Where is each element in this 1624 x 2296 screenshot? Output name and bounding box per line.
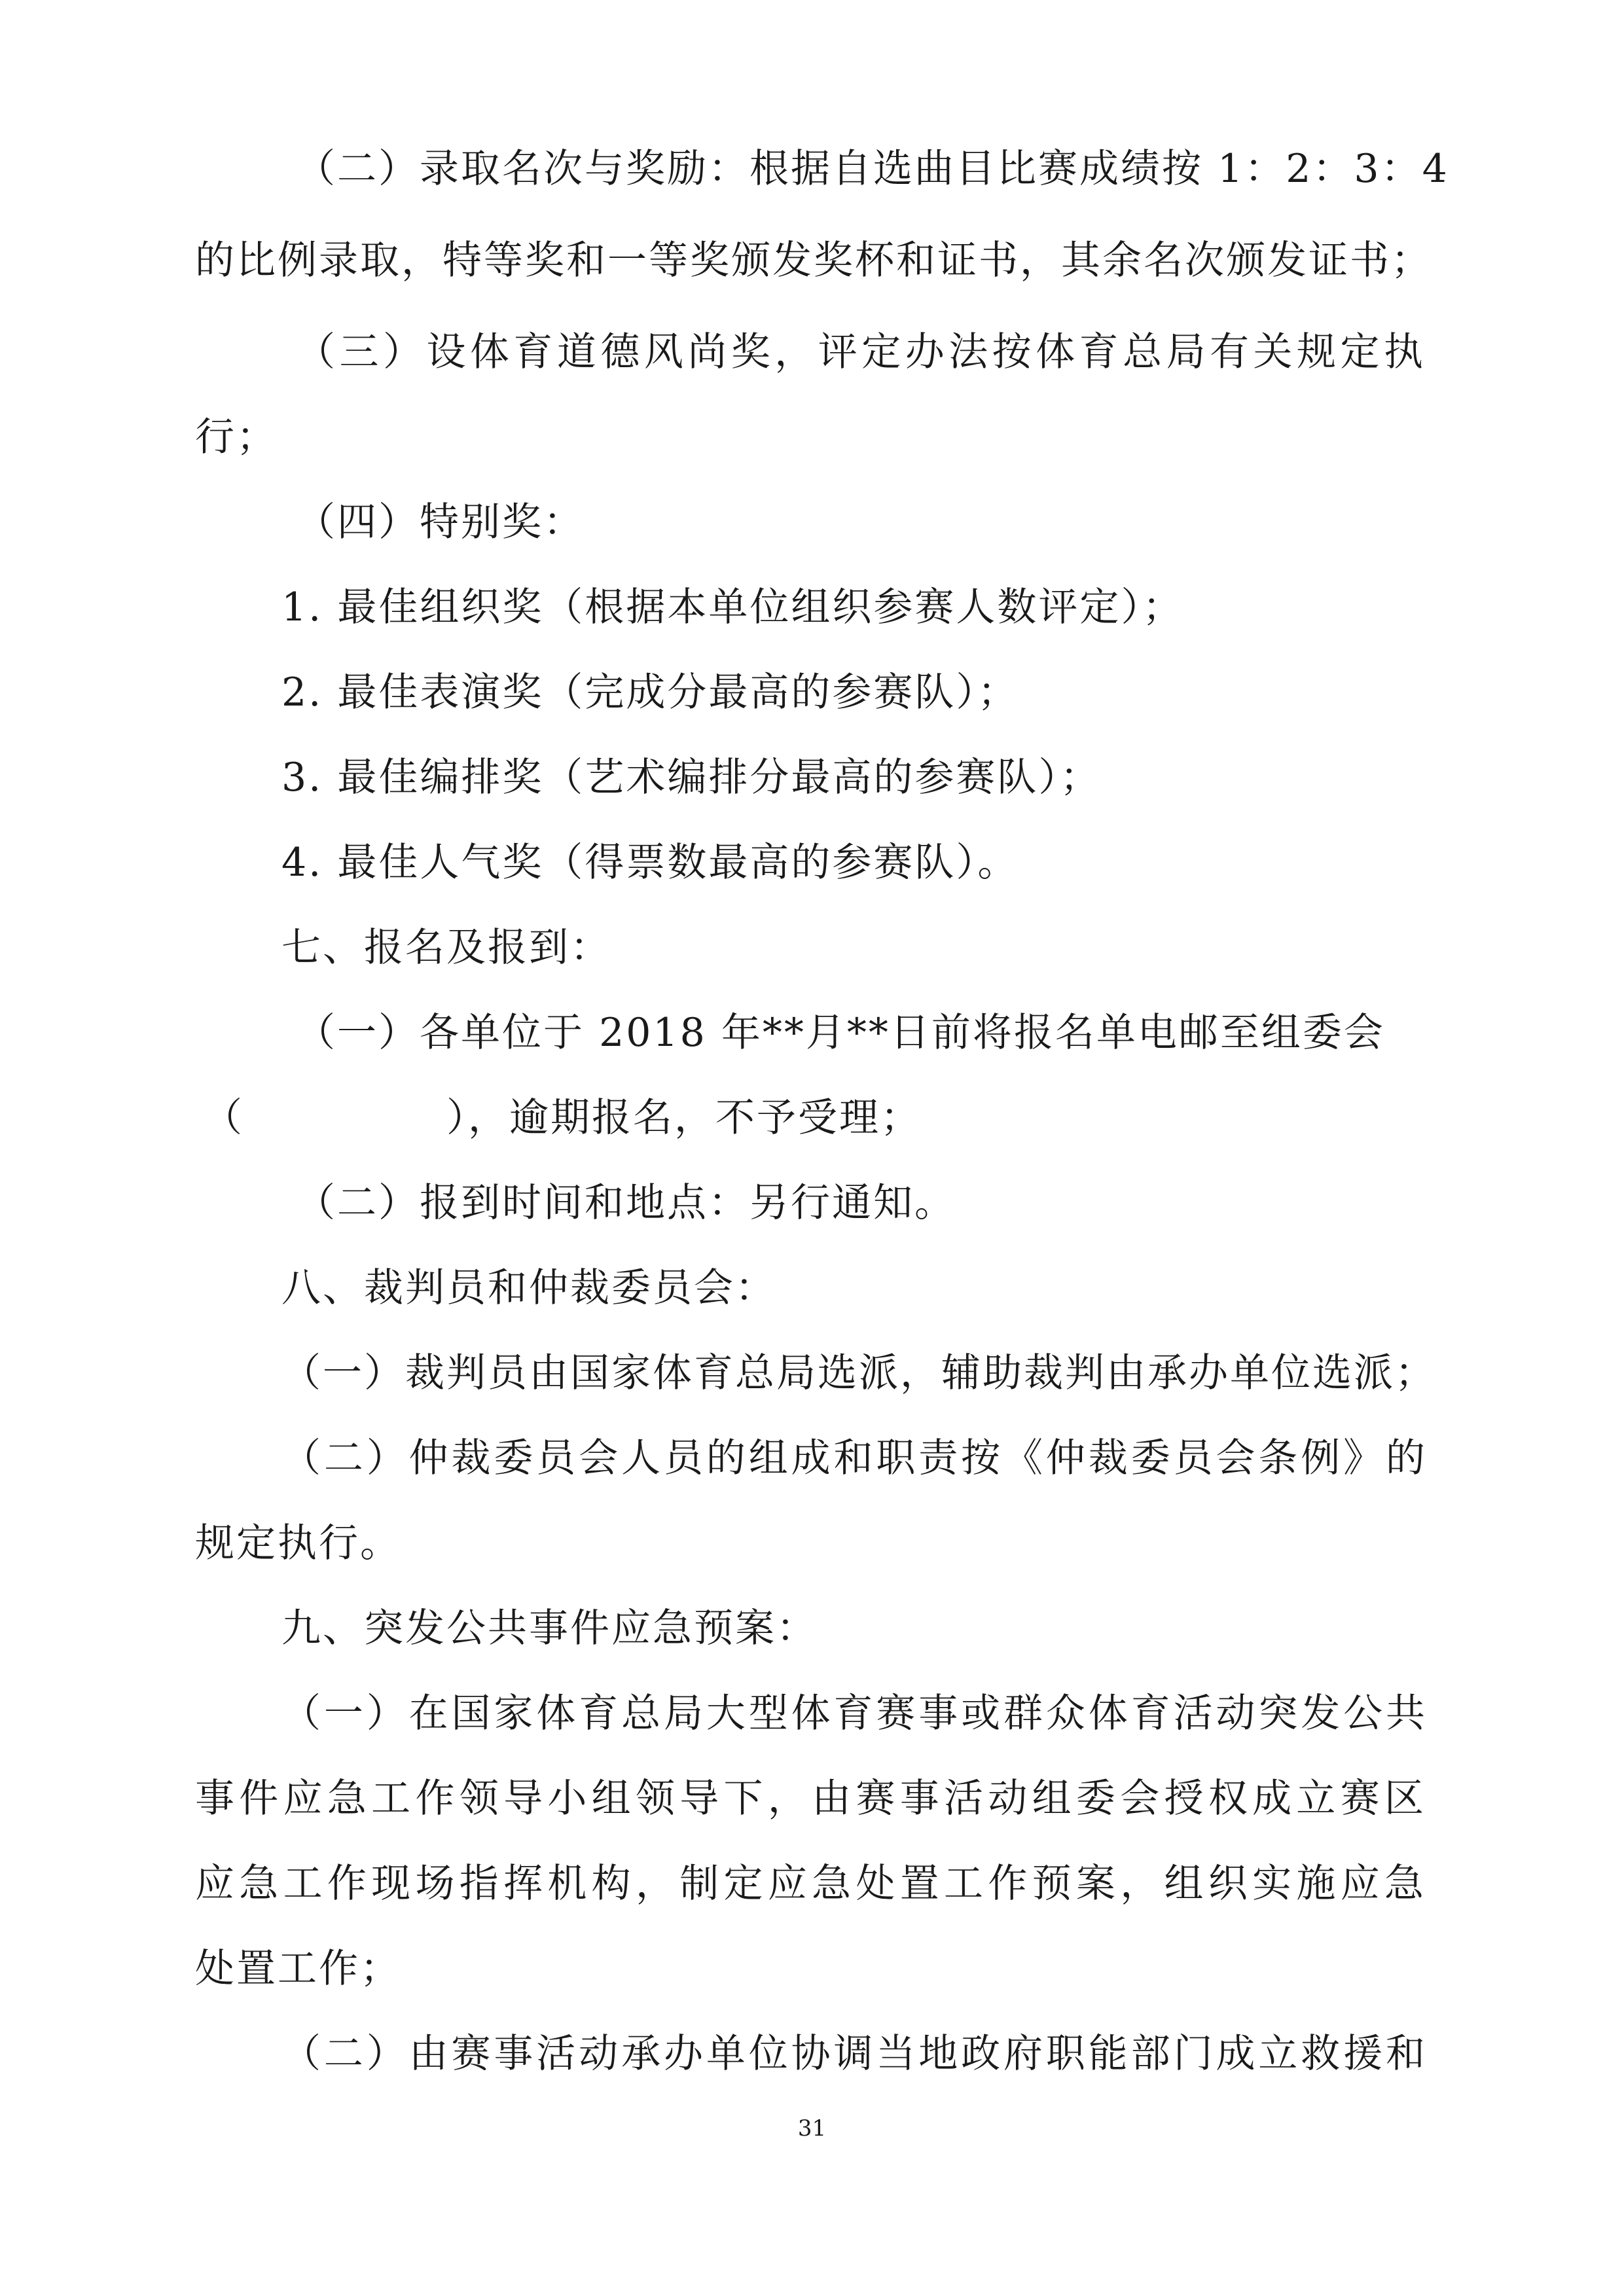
paragraph-line: （四）特别奖：	[296, 499, 585, 545]
paragraph-line: （二）仲裁委员会人员的组成和职责按《仲裁委员会条例》的	[281, 1435, 1427, 1481]
paragraph-line: （一）各单位于 2018 年**月**日前将报名单电邮至组委会	[296, 1010, 1385, 1056]
list-item: 1. 最佳组织奖（根据本单位组织参赛人数评定）；	[281, 584, 1184, 630]
section-heading: 八、裁判员和仲裁委员会：	[281, 1265, 776, 1311]
list-item: 2. 最佳表演奖（完成分最高的参赛队）；	[281, 670, 1019, 715]
paragraph-line: 应急工作现场指挥机构，制定应急处置工作预案，组织实施应急	[195, 1861, 1426, 1907]
section-heading: 七、报名及报到：	[281, 925, 611, 971]
paragraph-line: （一）在国家体育总局大型体育赛事或群众体育活动突发公共	[281, 1691, 1427, 1736]
page-number: 31	[797, 2115, 827, 2142]
paragraph-line: 的比例录取，特等奖和一等奖颁发奖杯和证书，其余名次颁发证书；	[195, 238, 1432, 283]
paragraph-line: 规定执行。	[195, 1520, 401, 1566]
paragraph-line: （三）设体育道德风尚奖，评定办法按体育总局有关规定执	[296, 329, 1425, 375]
paragraph-line: 行；	[195, 414, 278, 460]
list-item: 3. 最佳编排奖（艺术编排分最高的参赛队）；	[281, 755, 1102, 800]
list-item: 4. 最佳人气奖（得票数最高的参赛队）。	[281, 840, 1019, 886]
section-heading: 九、突发公共事件应急预案：	[281, 1605, 818, 1651]
paragraph-line: （二）由赛事活动承办单位协调当地政府职能部门成立救援和	[281, 2031, 1427, 2077]
paragraph-line: （一）裁判员由国家体育总局选派，辅助裁判由承办单位选派；	[281, 1350, 1436, 1396]
paragraph-line: 事件应急工作领导小组领导下，由赛事活动组委会授权成立赛区	[195, 1776, 1426, 1821]
paragraph-line: （ ），逾期报名，不予受理；	[203, 1095, 922, 1141]
paragraph-line: （二）录取名次与奖励：根据自选曲目比赛成绩按 1：2：3：4	[296, 146, 1449, 192]
paragraph-line: 处置工作；	[195, 1946, 401, 1992]
paragraph-line: （二）报到时间和地点：另行通知。	[296, 1180, 956, 1226]
